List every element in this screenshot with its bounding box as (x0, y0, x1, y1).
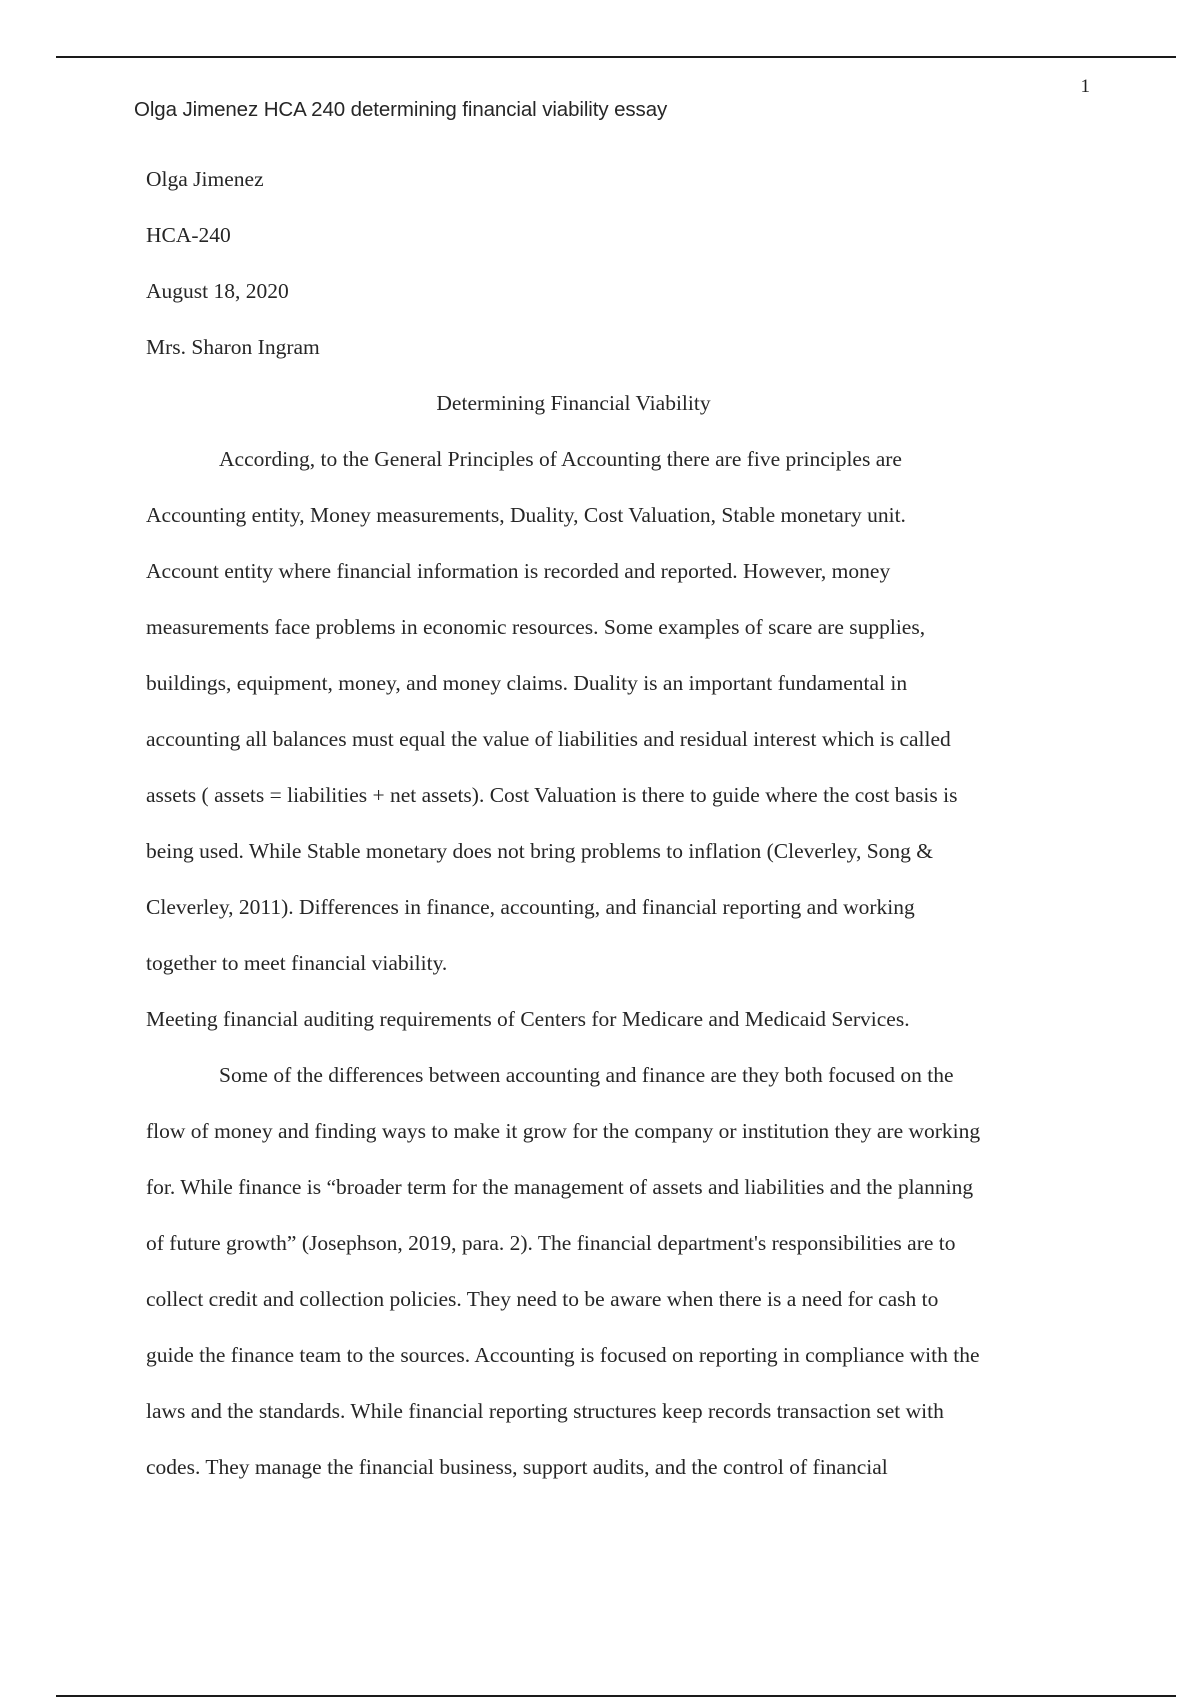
paragraph-2-line: collect credit and collection policies. They need to be aware when there is a need for cash to (146, 1287, 939, 1311)
top-rule (56, 56, 1176, 58)
author-name: Olga Jimenez (146, 167, 264, 191)
course-code: HCA-240 (146, 223, 231, 247)
paragraph-2-line: flow of money and finding ways to make it grow for the company or institution they are working (146, 1119, 981, 1143)
paragraph-2-line: Some of the differences between accounting and finance are they both focused on the (219, 1063, 954, 1087)
paragraph-2-line: for. While finance is “broader term for the management of assets and liabilities and the planning (146, 1175, 974, 1199)
paragraph-1-line: accounting all balances must equal the value of liabilities and residual interest which is called (146, 727, 951, 751)
paragraph-1-line: According, to the General Principles of Accounting there are five principles are (219, 447, 902, 471)
section-heading: Meeting financial auditing requirements of Centers for Medicare and Medicaid Services. (146, 1007, 910, 1031)
bottom-rule (56, 1695, 1176, 1697)
instructor-name: Mrs. Sharon Ingram (146, 335, 320, 359)
paragraph-1-line: assets ( assets = liabilities + net assets). Cost Valuation is there to guide where the cost basis is (146, 783, 958, 807)
paragraph-2-line: codes. They manage the financial business, support audits, and the control of financial (146, 1455, 888, 1479)
paragraph-1-line: buildings, equipment, money, and money claims. Duality is an important fundamental in (146, 671, 908, 695)
paragraph-2-line: of future growth” (Josephson, 2019, para. 2). The financial department's responsibilities are to (146, 1231, 956, 1255)
paragraph-2-line: guide the finance team to the sources. Accounting is focused on reporting in compliance with the (146, 1343, 980, 1367)
paragraph-1-line: Account entity where financial information is recorded and reported. However, money (146, 559, 891, 583)
document-body (146, 165, 1096, 1509)
paragraph-2-line: laws and the standards. While financial reporting structures keep records transaction set with (146, 1399, 944, 1423)
paragraph-1-line: measurements face problems in economic resources. Some examples of scare are supplies, (146, 615, 926, 639)
paragraph-1-line: Cleverley, 2011). Differences in finance, accounting, and financial reporting and working (146, 895, 915, 919)
paragraph-1-line: being used. While Stable monetary does not bring problems to inflation (Cleverley, Song & (146, 839, 933, 863)
page-number: 1 (1080, 76, 1090, 97)
document-date: August 18, 2020 (146, 279, 289, 303)
running-header: Olga Jimenez HCA 240 determining financial viability essay (134, 98, 668, 121)
paragraph-1-line: Accounting entity, Money measurements, Duality, Cost Valuation, Stable monetary unit. (146, 503, 906, 527)
essay-title: Determining Financial Viability (436, 391, 711, 415)
paragraph-1-line: together to meet financial viability. (146, 951, 448, 975)
